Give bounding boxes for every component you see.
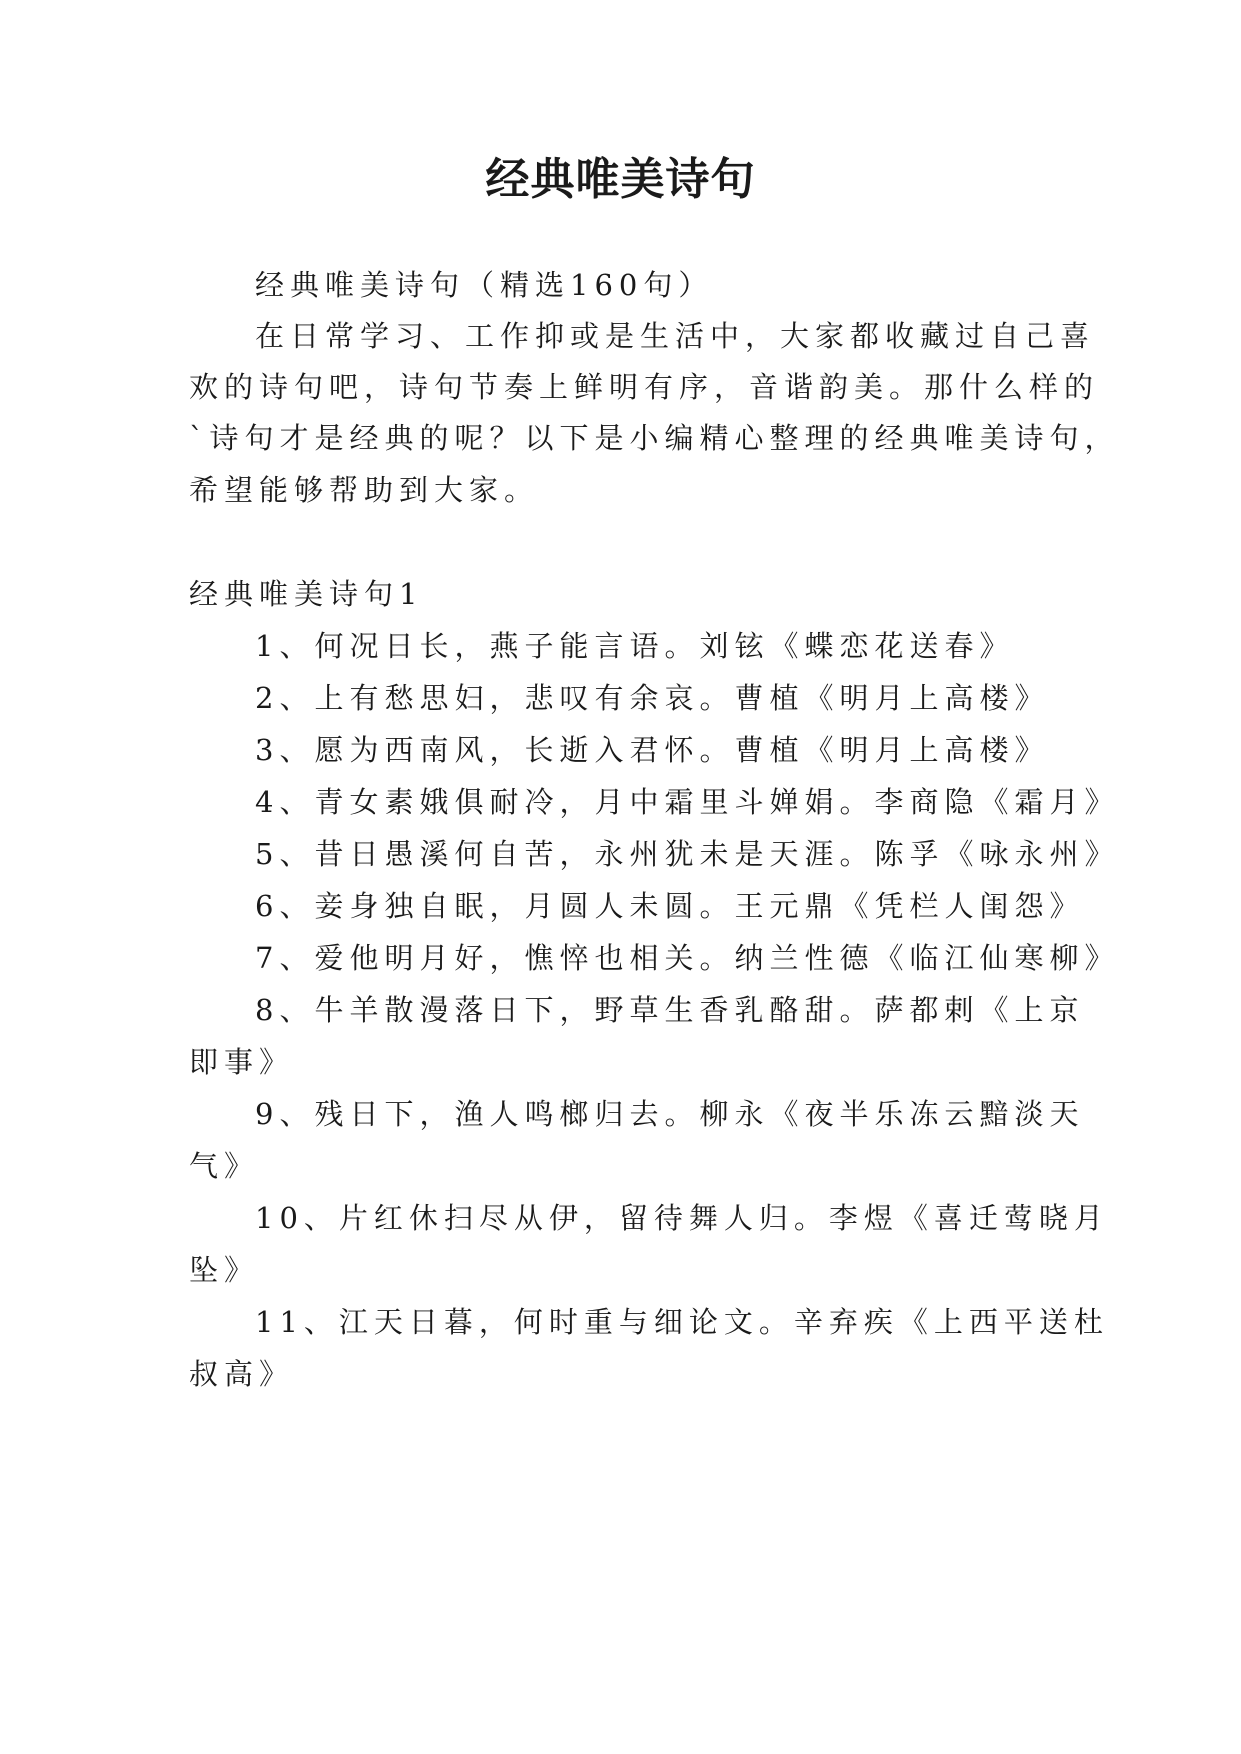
poem-line: 3、愿为西南风，长逝入君怀。曹植《明月上高楼》	[255, 733, 1050, 767]
intro-line: 欢的诗句吧，诗句节奏上鲜明有序，音谐韵美。那什么样的	[189, 370, 1100, 404]
poem-line-continuation: 叔高》	[189, 1357, 295, 1391]
poem-line: 4、青女素娥俱耐冷，月中霜里斗婵娟。李商隐《霜月》	[255, 785, 1120, 819]
document-subtitle: 经典唯美诗句（精选160句）	[255, 268, 714, 302]
poem-line: 10、片红休扫尽从伊，留待舞人归。李煜《喜迁莺晓月	[255, 1201, 1109, 1235]
poem-line: 11、江天日暮，何时重与细论文。辛弃疾《上西平送杜	[255, 1305, 1109, 1339]
poem-line: 1、何况日长，燕子能言语。刘铉《蝶恋花送春》	[255, 629, 1015, 663]
poem-line-continuation: 即事》	[189, 1045, 295, 1079]
section-heading: 经典唯美诗句1	[189, 577, 424, 611]
intro-line: 在日常学习、工作抑或是生活中，大家都收藏过自己喜	[255, 319, 1096, 353]
poem-line: 9、残日下，渔人鸣榔归去。柳永《夜半乐冻云黯淡天	[255, 1097, 1085, 1131]
poem-line-continuation: 坠》	[189, 1253, 260, 1287]
poem-line: 2、上有愁思妇，悲叹有余哀。曹植《明月上高楼》	[255, 681, 1050, 715]
poem-line: 6、妾身独自眠，月圆人未圆。王元鼎《凭栏人闺怨》	[255, 889, 1085, 923]
document-title: 经典唯美诗句	[485, 154, 756, 205]
poem-line: 8、牛羊散漫落日下，野草生香乳酪甜。萨都剌《上京	[255, 993, 1085, 1027]
poem-line-continuation: 气》	[189, 1149, 260, 1183]
poem-line: 5、昔日愚溪何自苦，永州犹未是天涯。陈孚《咏永州》	[255, 837, 1120, 871]
intro-line: `诗句才是经典的呢？以下是小编精心整理的经典唯美诗句，	[189, 421, 1120, 455]
intro-line: 希望能够帮助到大家。	[189, 473, 540, 507]
poem-line: 7、爱他明月好，憔悴也相关。纳兰性德《临江仙寒柳》	[255, 941, 1120, 975]
